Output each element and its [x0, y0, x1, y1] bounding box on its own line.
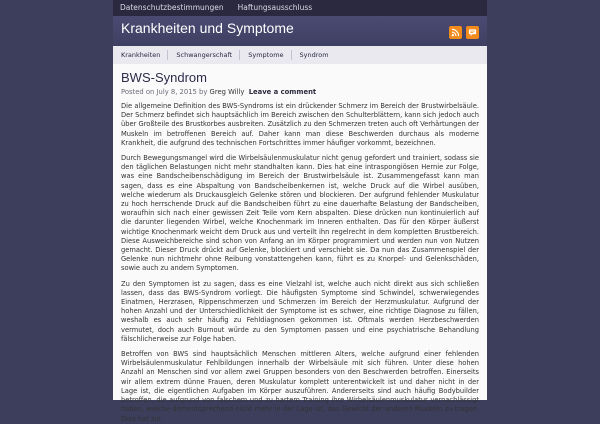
- post-body: [121, 102, 479, 424]
- link-haftungsausschluss[interactable]: Haftungsausschluss: [237, 3, 313, 12]
- main-nav: [113, 46, 487, 65]
- paragraph-3: Zu den Symptomen ist zu sagen, dass es eine Vielzahl ist, welche auch nicht direkt aus sich schließen lassen, dass das BWS-Syndrom vorliegt. Die häufigsten Symptome sind Schwindel, schwerwiegendes Einatmen, Herzrasen, Rippenschmerzen und Schmerzen im Bereich der Herzmuskulatur. Aufgrund der hohen Anzahl und der Unterschiedlichkeit der Symptome ist es schwer, eine richtige Diagnose zu fällen, weshalb es auch sehr häufig zu Fehldiagnosen gekommen ist. Oftmals werden Herzbeschwerden vermutet, doch auch Burnout würde zu den Symptomen passen und eine psychiatrische Behandlung fälschlicherweise zur Folge haben.: [121, 279, 479, 343]
- post-entry: [113, 64, 487, 424]
- by-label: by: [199, 88, 208, 96]
- post-date[interactable]: July 8, 2015: [156, 88, 197, 96]
- site-header: [113, 16, 487, 46]
- paragraph-2: Durch Bewegungsmangel wird die Wirbelsäulenmuskulatur nicht genug gefordert und trainiert, sodass sie den täglichen Belastungen nicht mehr standhalten kann. Dies hat eine intraspongiösen Hernie zur Folge, was eine Bandscheibenschädigung im Bereich der Brustwirbelsäule ist. Zusammengefasst kann man sagen, dass es eine Abspaltung von Bandscheibenkernen ist, welche Druck auf die Wirbel ausüben, welche wiederum als Druckausgleich Gelenke stören und blockieren. Der aufgrund fehlender Muskulatur zu hoch herrschende Druck auf die Bandscheiben führt zu eine dauerhafte Belastung der Bandscheiben, woraufhin sich nach einer gewissen Zeit Teile vom Kern abspalten. Diese drücken nun kontinuierlich auf die darunter liegenden Wirbel, welche Knochenmark im Inneren enthalten. Das für den Körper äußerst wichtige Knochenmark weicht dem Druck aus und verteilt ihn regelrecht in dem kompletten Brustbereich. Diese Ausweichbereiche sind schon von Anfang an im Körper programmiert und werden nun von Nutzen gemacht. Dieser Druck drückt auf Gelenke, blockiert und verschiebt sie. Da nun das Zusammenspiel der Gelenke nun nichtmehr ohne Reibung vonstattengehen kann, führt es zu Knorpel- und Gelenkschäden, sowie auch zu andern Symptomen.: [121, 154, 479, 273]
- content-area: [113, 64, 487, 423]
- site-title[interactable]: Krankheiten und Symptome: [121, 20, 294, 36]
- post-meta: [121, 88, 479, 96]
- leave-comment-link[interactable]: Leave a comment: [248, 88, 317, 96]
- post-author[interactable]: Greg Willy: [209, 88, 245, 96]
- paragraph-1: Die allgemeine Definition des BWS-Syndroms ist ein drückender Schmerz im Bereich der Brustwirbelsäule. Der Schmerz befindet sich hauptsächlich im Bereich zwischen den Schulterblättern, kann sich jedoch auch über Großteile des Brustkorbes ausbreiten. Zusätzlich zu den Schmerzen treten auch oft Verhärtungen der Muskeln im betroffenen Bereich auf. Daher kann man diese Beschwerden durchaus als moderne Krankheit, die aufgrund des technischen Fortschrittes immer häufiger vorkommt, bezeichnen.: [121, 102, 479, 147]
- posted-prefix: Posted on: [121, 88, 155, 96]
- nav-item-schwangerschaft[interactable]: Schwangerschaft: [168, 46, 240, 64]
- nav-item-krankheiten[interactable]: Krankheiten: [113, 46, 168, 64]
- nav-item-symptome[interactable]: Symptome: [240, 46, 291, 64]
- nav-item-syndrom[interactable]: Syndrom: [299, 51, 329, 59]
- link-datenschutz[interactable]: Datenschutzbestimmungen: [120, 3, 224, 12]
- header-icons: [449, 26, 479, 39]
- post-title[interactable]: BWS-Syndrom: [121, 70, 207, 85]
- rss-icon[interactable]: [449, 26, 462, 39]
- paragraph-4: Betroffen von BWS sind hauptsächlich Menschen mittleren Alters, welche aufgrund einer fehlenden Wirbelsäulenmuskulatur Fehlbildungen innerhalb der Wirbelsäule mit sich führen. Unter diese hohen Anzahl an Menschen sind vor allem zwei Gruppen besonders von den Beschwerden betroffen. Einerseits wir allem extrem dünne Frauen, deren Muskulatur komplett unterentwickelt ist und daher nicht in der Lage ist, die eigentlichen Aufgaben im Körper auszuführen. Andererseits sind auch häufig Bodybuilder betroffen, die aufgrund von falschem und zu hartem Training ihre Wirbelsäulenmuskulatur vernachlässigt haben, welche dementsprechend nicht mehr in der Lage ist, das Gewicht der anderen Muskeln zu tragen. Dies hat zur: [121, 350, 479, 423]
- comment-icon[interactable]: [466, 26, 479, 39]
- top-links-bar: [113, 0, 487, 16]
